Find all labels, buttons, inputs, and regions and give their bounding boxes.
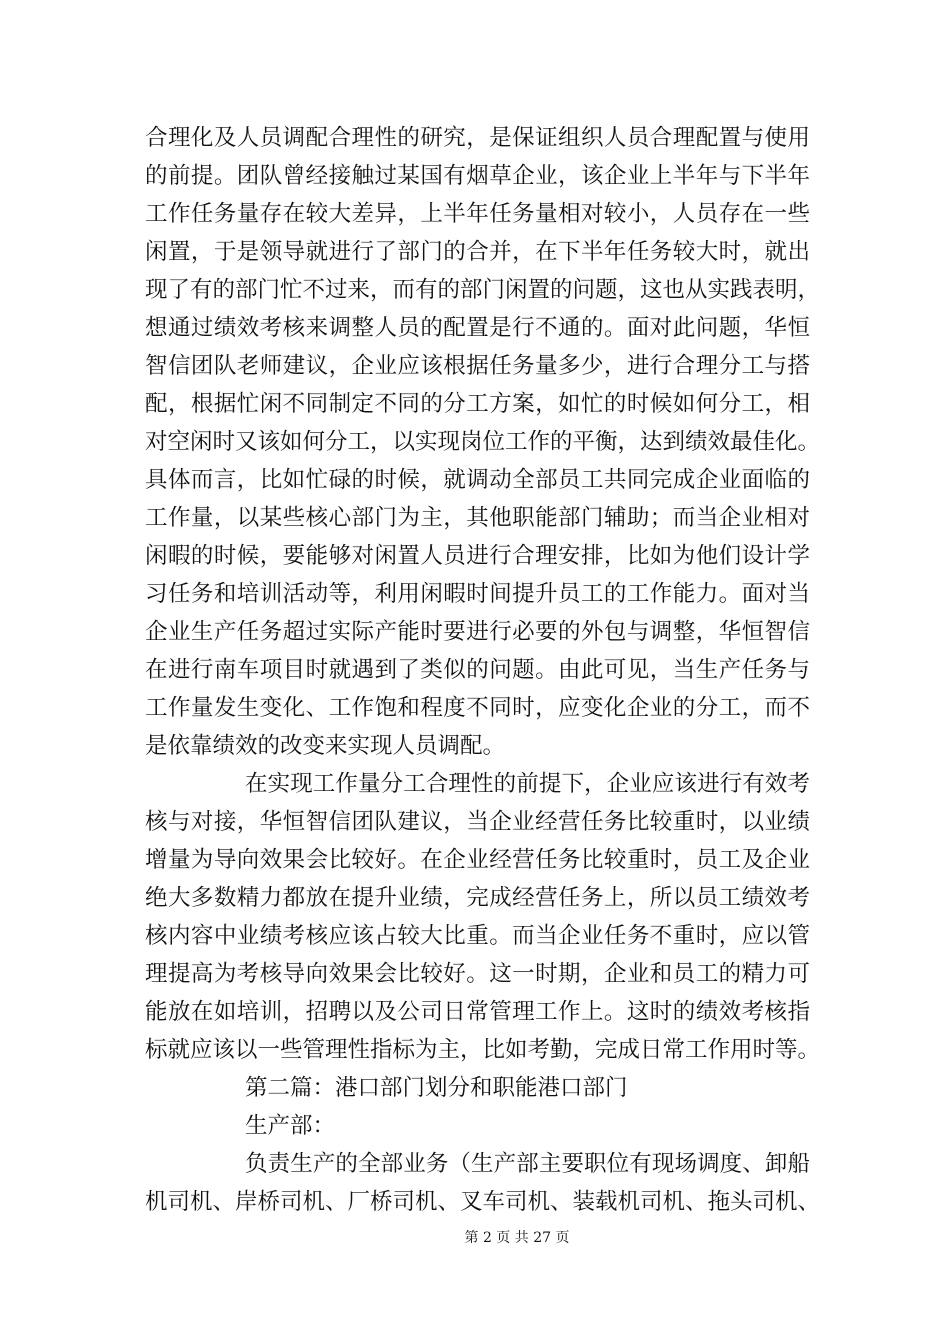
- text-line: 增量为导向效果会比较好。在企业经营任务比较重时，员工及企业: [145, 847, 810, 873]
- text-line: 核与对接，华恒智信团队建议，当企业经营任务比较重时，以业绩: [145, 809, 810, 835]
- document-body: [145, 119, 821, 1221]
- page-number-footer: 第 2 页 共 27 页: [464, 1230, 570, 1246]
- text-line: 能放在如培训，招聘以及公司日常管理工作上。这时的绩效考核指: [145, 999, 810, 1025]
- text-line: 合理化及人员调配合理性的研究，是保证组织人员合理配置与使用: [145, 125, 810, 151]
- text-line: 智信团队老师建议，企业应该根据任务量多少，进行合理分工与搭: [145, 353, 810, 379]
- text-line: 标就应该以一些管理性指标为主，比如考勤，完成日常工作用时等。: [145, 1037, 821, 1063]
- text-line: 绝大多数精力都放在提升业绩，完成经营任务上，所以员工绩效考: [145, 885, 810, 911]
- text-line: 在实现工作量分工合理性的前提下，企业应该进行有效考: [245, 771, 810, 797]
- text-line: 对空闲时又该如何分工，以实现岗位工作的平衡，达到绩效最佳化。: [145, 429, 821, 455]
- text-line: 工作量发生变化、工作饱和程度不同时，应变化企业的分工，而不: [145, 695, 810, 721]
- subsection-heading: 生产部：: [245, 1113, 336, 1139]
- section-heading: 第二篇：港口部门划分和职能港口部门: [245, 1075, 628, 1101]
- text-line: 想通过绩效考核来调整人员的配置是行不通的。面对此问题，华恒: [145, 315, 810, 341]
- text-line: 配，根据忙闲不同制定不同的分工方案，如忙的时候如何分工，相: [145, 391, 810, 417]
- text-line: 闲置，于是领导就进行了部门的合并，在下半年任务较大时，就出: [145, 239, 810, 265]
- text-line: 机司机、岸桥司机、厂桥司机、叉车司机、装载机司机、拖头司机、: [145, 1189, 821, 1215]
- text-line: 习任务和培训活动等，利用闲暇时间提升员工的工作能力。面对当: [145, 581, 810, 607]
- text-line: 企业生产任务超过实际产能时要进行必要的外包与调整，华恒智信: [145, 619, 810, 645]
- text-line: 工作任务量存在较大差异，上半年任务量相对较小，人员存在一些: [145, 201, 810, 227]
- text-line: 是依靠绩效的改变来实现人员调配。: [145, 733, 506, 759]
- text-line: 工作量，以某些核心部门为主，其他职能部门辅助；而当企业相对: [145, 505, 810, 531]
- text-line: 理提高为考核导向效果会比较好。这一时期，企业和员工的精力可: [145, 961, 810, 987]
- text-line: 闲暇的时候，要能够对闲置人员进行合理安排，比如为他们设计学: [145, 543, 810, 569]
- text-line: 负责生产的全部业务（生产部主要职位有现场调度、卸船: [245, 1151, 810, 1177]
- text-line: 在进行南车项目时就遇到了类似的问题。由此可见，当生产任务与: [145, 657, 810, 683]
- text-line: 的前提。团队曾经接触过某国有烟草企业，该企业上半年与下半年: [145, 163, 810, 189]
- text-line: 现了有的部门忙不过来，而有的部门闲置的问题，这也从实践表明，: [145, 277, 821, 303]
- text-line: 核内容中业绩考核应该占较大比重。而当企业任务不重时，应以管: [145, 923, 810, 949]
- text-line: 具体而言，比如忙碌的时候，就调动全部员工共同完成企业面临的: [145, 467, 810, 493]
